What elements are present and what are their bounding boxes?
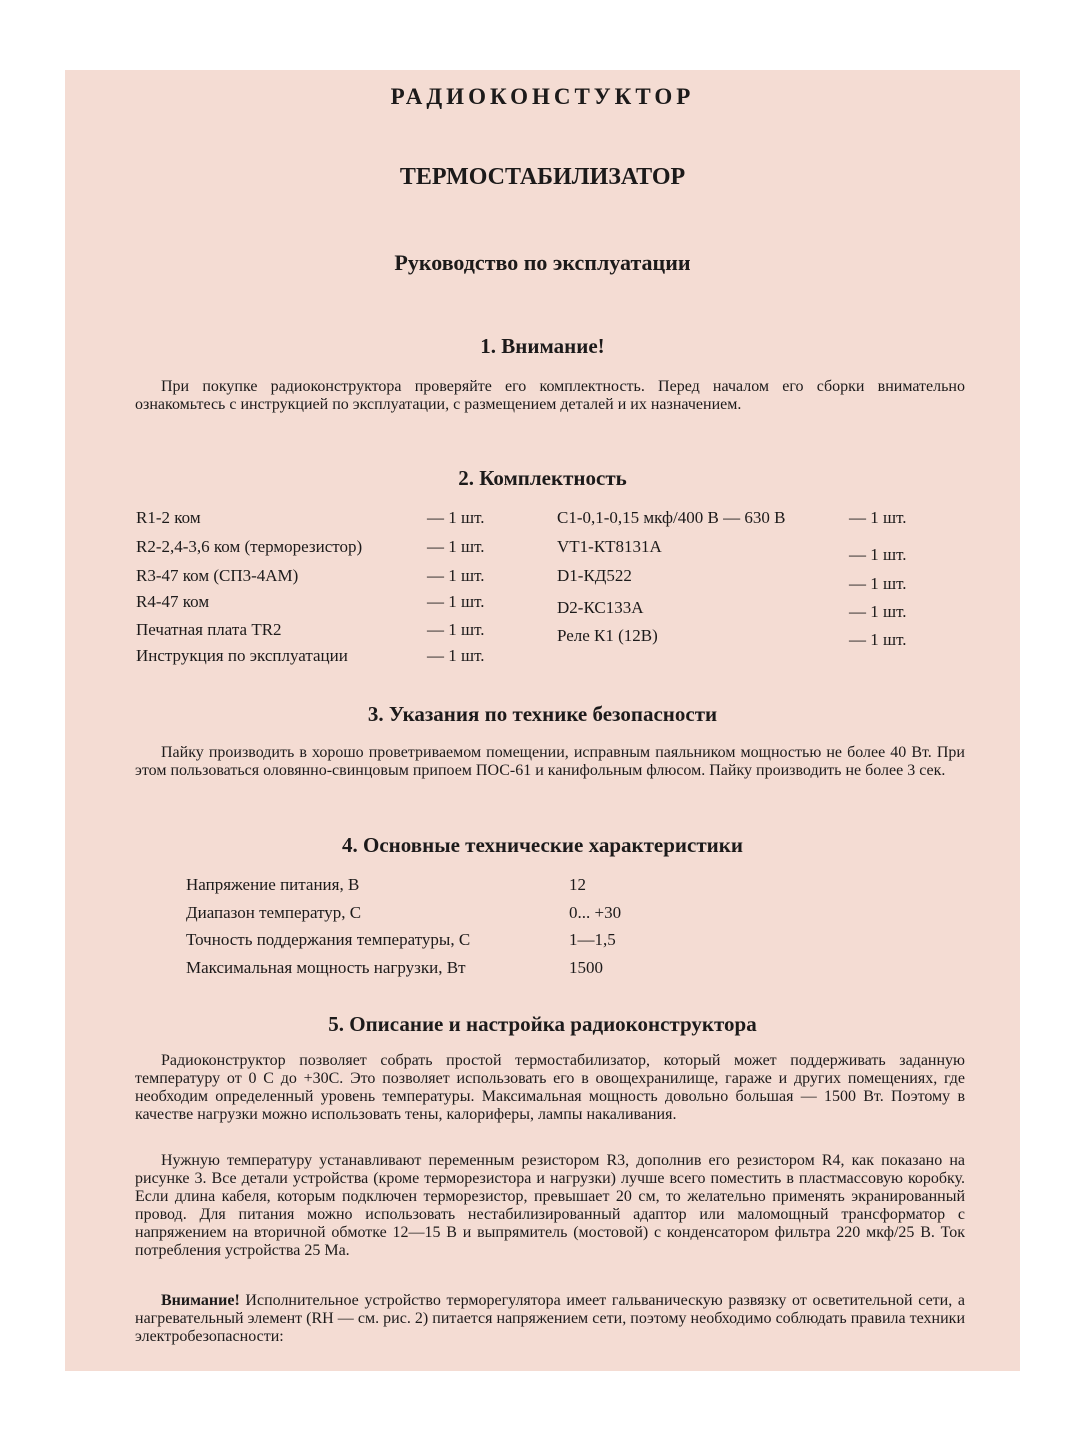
section-5-paragraph-3 (135, 1292, 965, 1346)
part-name: Реле К1 (12В) (557, 626, 658, 645)
part-name: VT1-КТ8131А (557, 537, 662, 556)
section-3-text: Пайку производить в хорошо проветриваемом помещении, исправным паяльником мощностью не более 40 Вт. При этом пользоваться оловянно-свинцовым припоем ПОС-61 и канифольным флюсом. Пайку производить не более 3 сек. (135, 744, 965, 779)
spec-value: 12 (569, 875, 586, 894)
parts-row (65, 620, 1020, 649)
section-5-paragraph-1: Радиоконструктор позволяет собрать простой термостабилизатор, который может поддерживать заданную температуру от 0 С до +30С. Это позволяет использовать его в овощехранилище, гараже и других помещениях, где необходим определенный уровень температуры. Максимальная мощность довольно большая — 1500 Вт. Поэтому в качестве нагрузки можно использовать тены, калориферы, лампы накаливания. (135, 1052, 965, 1123)
spec-row (65, 930, 1020, 958)
parts-row (65, 592, 1020, 621)
spec-label: Максимальная мощность нагрузки, Вт (186, 958, 466, 977)
spec-label: Диапазон температур, С (186, 903, 362, 922)
part-name: D1-КД522 (557, 566, 632, 585)
document-page (65, 70, 1020, 1371)
spec-value: 0... +30 (569, 903, 622, 922)
part-name: R3-47 ком (СП3-4АМ) (136, 566, 299, 585)
spec-row (65, 958, 1020, 986)
parts-row (65, 537, 1020, 563)
section-5-title: 5. Описание и настройка радиоконструктора (328, 1012, 757, 1036)
part-qty: — 1 шт. (849, 602, 907, 621)
spec-value: 1500 (569, 958, 603, 977)
part-qty: — 1 шт. (427, 566, 485, 585)
warning-label: Внимание! (161, 1292, 240, 1309)
section-4-title: 4. Основные технические характеристики (342, 833, 743, 857)
section-1-text: При покупке радиоконструктора проверяйте его комплектность. Перед началом его сборки внимательно ознакомьтесь с инструкцией по эксплуатации, с размещением деталей и их назначением. (135, 378, 965, 413)
part-qty: — 1 шт. (849, 508, 907, 527)
part-name: R1-2 ком (136, 508, 201, 527)
spec-value: 1—1,5 (569, 930, 616, 949)
part-qty: — 1 шт. (427, 537, 485, 556)
parts-row (65, 646, 1020, 672)
parts-row (65, 508, 1020, 534)
brand-title: РАДИОКОНСТУКТОР (390, 84, 695, 109)
spec-label: Напряжение питания, В (186, 875, 360, 894)
manual-title: Руководство по эксплуатации (394, 250, 691, 275)
spec-label: Точность поддержания температуры, С (186, 930, 471, 949)
section-3-title: 3. Указания по технике безопасности (367, 702, 718, 726)
part-qty: — 1 шт. (849, 574, 907, 593)
part-name: R2-2,4-3,6 ком (терморезистор) (136, 537, 363, 556)
section-2-title: 2. Комплектность (458, 466, 627, 490)
part-qty: — 1 шт. (427, 508, 485, 527)
part-qty: — 1 шт. (427, 592, 485, 611)
part-qty: — 1 шт. (427, 646, 485, 665)
part-name: R4-47 ком (136, 592, 210, 611)
part-name: С1-0,1-0,15 мкф/400 В — 630 В (557, 508, 786, 527)
part-qty: — 1 шт. (849, 630, 907, 649)
part-qty: — 1 шт. (849, 545, 907, 564)
parts-row (65, 566, 1020, 592)
spec-row (65, 875, 1020, 903)
section-5-paragraph-2: Нужную температуру устанавливают переменным резистором R3, дополнив его резистором R4, как показано на рисунке 3. Все детали устройства (кроме терморезистора и нагрузки) лучше всего поместить в пластмассовую коробку. Если длина кабеля, которым подключен терморезистор, превышает 20 см, то желательно применять экранированный провод. Для питания можно использовать нестабилизированный адаптор или маломощный трансформатор с напряжением на вторичной обмотке 12—15 В и выпрямитель (мостовой) с конденсатором фильтра 220 мкф/25 В. Ток потребления устройства 25 Ма. (135, 1152, 965, 1259)
product-title: ТЕРМОСТАБИЛИЗАТОР (399, 164, 686, 190)
part-qty: — 1 шт. (427, 620, 485, 639)
part-name: Инструкция по эксплуатации (136, 646, 348, 665)
part-name: D2-КС133А (557, 598, 644, 617)
part-name: Печатная плата TR2 (136, 620, 282, 639)
section-1-title: 1. Внимание! (480, 334, 605, 358)
spec-row (65, 903, 1020, 931)
warning-text: Исполнительное устройство терморегулятора имеет гальваническую развязку от осветительной сети, а нагревательный элемент (RH — см. рис. 2) питается напряжением сети, поэтому необходимо соблюдать правила техники электробезопасности: (135, 1292, 965, 1345)
